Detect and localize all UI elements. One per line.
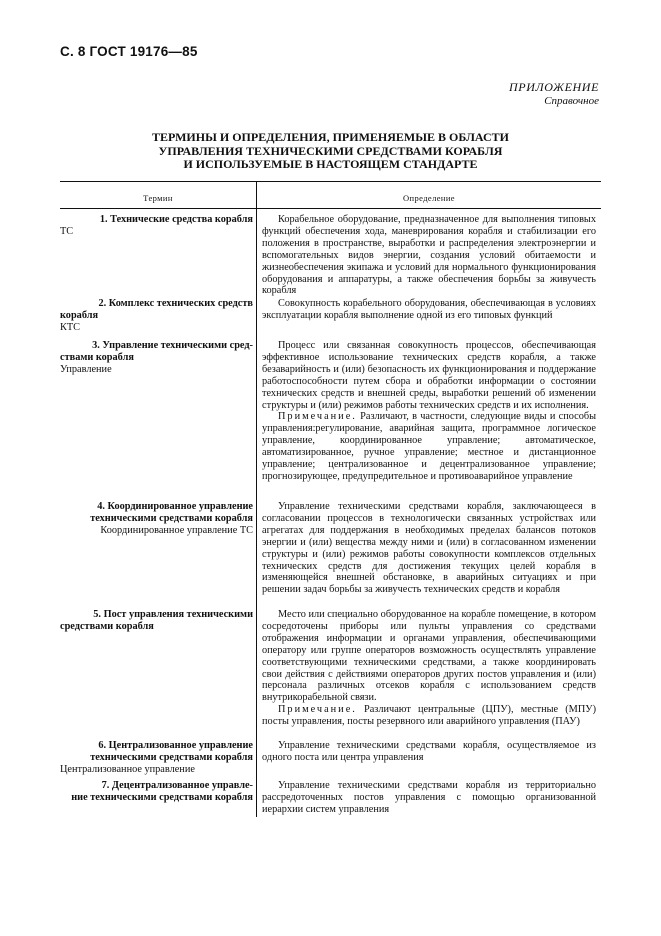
term-3-abbr: Управление [60,363,112,375]
document-title [60,131,601,172]
definition-5-note [262,704,596,728]
note-text: Различают центральные (ЦПУ), местные (МПУ) посты управления, посты резервного или аварийного управления (ПАУ) [262,704,596,728]
title-line-1: ТЕРМИНЫ И ОПРЕДЕЛЕНИЯ, ПРИМЕНЯЕМЫЕ В ОБЛАСТИ [151,130,510,144]
definition-3 [262,340,596,483]
definition-6-text: Управление техническими средствами корабля, осуществляемое из одного поста или центра управления [262,740,596,763]
title-line-2: УПРАВЛЕНИЯ ТЕХНИЧЕСКИМИ СРЕДСТВАМИ КОРАБЛЯ [158,143,503,158]
note-text: Различают, в частности, следующие виды и способы управления:регулирование, аварийная защита, программное логическое управление, координированное управление; автоматическое, автоматизированное, ручное управление; местное и дистанционное управление; централизованное и децентрализованное управление; прогнозирующее, предупредительное и противоаварийное управление [262,411,596,482]
definition-5 [262,609,596,728]
term-3-name-line2: ствами корабля [60,351,134,363]
term-6-abbr: Централизованное управление [60,763,195,775]
term-7-name-line1: 7. Децентрализованное управле- [101,780,253,791]
term-1-name: 1. Технические средства корабля [99,214,253,225]
column-header-term: Термин [143,193,173,203]
definition-2-text: Совокупность корабельного оборудования, обеспечивающая в условиях эксплуатации корабля выполнение одной из его типовых функций [262,298,596,321]
term-5-name-line1: 5. Пост управления техническими [93,609,253,620]
note-label: Примечание. [278,411,357,423]
title-line-3: И ИСПОЛЬЗУЕМЫЕ В НАСТОЯЩЕМ СТАНДАРТЕ [183,157,478,171]
appendix-title: ПРИЛОЖЕНИЕ [509,80,599,94]
definition-1-text: Корабельное оборудование, предназначенное для выполнения типовых функций обеспечения хода, маневрирования корабля и стабилизации его положения в пространстве, выработки и распределения электроэнергии и вспомогательных видов энергии, создания условий обитаемости и жизнеобеспечения экипажа и условий для нормального функционирования оборудования и аппаратуры, а также обеспечения борьбы за живучесть корабля [262,214,596,297]
definition-7-text: Управление техническими средствами корабля из территориально рассредоточенных постов управления с помощью организованной иерархии систем управления [262,780,596,815]
term-2-name-line1: 2. Комплекс технических средств [98,298,253,309]
term-4 [60,501,253,537]
term-3-name-line1: 3. Управление техническими сред- [92,340,253,351]
note-label: Примечание. [278,704,357,716]
term-6 [60,740,253,776]
table-header-rule [60,208,601,209]
term-3 [60,340,253,376]
definition-2 [262,298,596,322]
definition-4 [262,501,596,596]
definition-1 [262,214,596,297]
column-header-definition: Определение [403,193,455,203]
table-column-divider [256,181,257,817]
term-2 [60,298,253,334]
term-4-name-line1: 4. Координированное управление [97,501,253,512]
term-7 [60,780,253,804]
term-5-name-line2: средствами корабля [60,620,154,632]
page-header: С. 8 ГОСТ 19176—85 [60,44,198,59]
term-6-name-line2: техническими средствами корабля [90,751,253,763]
definition-5-text: Место или специально оборудованное на корабле помещение, в котором сосредоточены приборы или пульты управления со средствами отображения информации и органами управления, обеспечивающими оператору или группе операторов возможность осуществлять управление соответствующими техническими средствами, а также координировать свои действия с действиями операторов других постов управления и (или) персонала различных отсеков корабля с использованием средств внутрикорабельной связи. [262,609,596,704]
table-top-rule [60,181,601,182]
appendix-label [509,80,599,107]
term-2-abbr: КТС [60,321,81,333]
definition-6 [262,740,596,764]
appendix-subtitle: Справочное [544,95,599,107]
definition-4-text: Управление техническими средствами корабля, заключающееся в согласовании процессов в технологически связанных устройствах или агрегатах для поддержания в необходимых пределах балансов потоков энергии и (или) вещества между ними и (или) в согласованном изменении структуры и (или) режимов работы совокупности комплексов отдельных технических средств для достижения текущих целей корабля в изменяющейся внешней обстановке, в аварийных ситуациях и при решении задач борьбы за живучесть технических средств и корабля [262,501,596,596]
term-2-name-line2: корабля [60,309,99,321]
definition-7 [262,780,596,816]
term-6-name-line1: 6. Централизованное управление [98,740,253,751]
term-1-abbr: ТС [60,225,74,237]
term-7-name-line2: ние техническими средствами корабля [71,791,253,803]
definition-3-note [262,411,596,482]
term-5 [60,609,253,633]
term-1 [60,214,253,238]
term-4-name-line2: техническими средствами корабля [90,512,253,524]
term-4-abbr: Координированное управление ТС [100,524,253,536]
definition-3-text: Процесс или связанная совокупность процессов, обеспечивающая эффективное использование технических средств корабля, а также безаварийность и (или) безопасность их функционирования и поддержание работоспособности путем сбора и обработки информации о состоянии технических средств и внешней среды, выработки решений об изменении структуры и (или) режимов работы технических средств и их исполнения. [262,340,596,411]
